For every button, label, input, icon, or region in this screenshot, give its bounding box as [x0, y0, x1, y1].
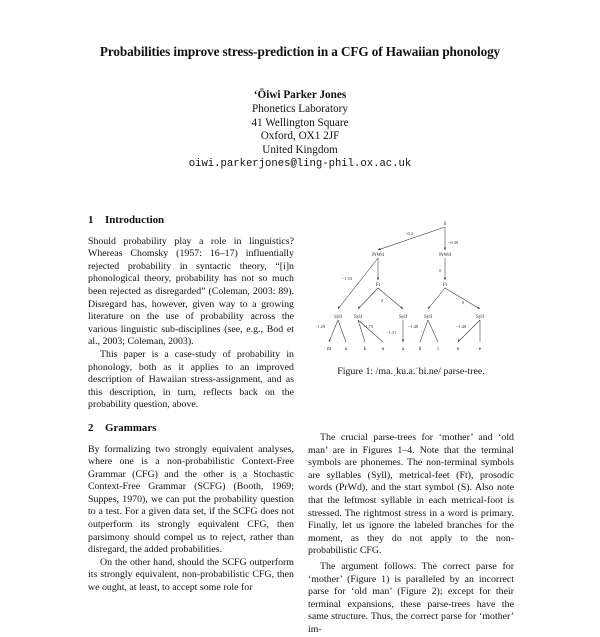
section-heading-introduction	[88, 214, 294, 227]
edge-probability-label: −0.2	[405, 231, 413, 236]
edge-probability-label: 0	[439, 268, 442, 273]
paragraph: This paper is a case-study of probability in phonology, both as it applies to an improved description of Hawaiian stress-assignment, and as this description, in turn, reflects back on the probability question, above.	[88, 348, 294, 411]
edge	[329, 320, 338, 342]
paragraph: The argument follows. The correct parse for ‘mother’ (Figure 1) is paralleled by an incorrect parse for ‘old man’ (Figure 2); except for their terminal expansions, these parse-trees have the same structure. Thus, the correct parse for ‘mother’ im-	[308, 560, 514, 635]
edge-probability-label: −0.38	[448, 240, 459, 245]
leaf-phoneme: a	[401, 346, 405, 352]
arrowhead	[377, 278, 379, 280]
edge-probability-label: 0	[462, 300, 465, 305]
edge	[358, 288, 378, 309]
paragraph: By formalizing two strongly equivalent analyses, where one is a non-probabilistic Context-Free Grammar (CFG) and the other is a Stochastic Context-Free Grammar (SCFG) (Booth, 1969; Suppes, 1970), we can put the probability question to a test. For a given data set, if the SCFG does not outperform its strongly equivalent CFG, then parsimony should compel us to reject, rather than disregard, the added probabilities.	[88, 443, 294, 556]
right-column	[308, 432, 514, 637]
tree-node-prwd: PrWd	[372, 253, 384, 258]
arrowhead	[402, 340, 404, 342]
author-email[interactable]: oiwi.parkerjones@ling-phil.ox.ac.uk	[188, 157, 412, 170]
parse-tree	[308, 214, 514, 364]
leaf-phoneme: u	[381, 346, 385, 352]
leaf-phoneme: h	[418, 346, 422, 352]
edge	[428, 320, 438, 342]
edge-probability-label: −1.31	[386, 330, 397, 335]
affiliation-line: Phonetics Laboratory	[251, 102, 348, 115]
tree-node-syll: Syll	[423, 315, 433, 320]
left-column	[88, 214, 294, 595]
parse-tree-figure	[308, 214, 514, 364]
edge-probability-label: −1.48	[456, 324, 467, 329]
section-number: 1	[88, 214, 94, 226]
affiliation-line: 41 Wellington Square	[251, 116, 349, 129]
author-block	[0, 89, 600, 172]
tree-node-syll: Syll	[398, 315, 408, 320]
edge	[428, 288, 445, 309]
arrowhead	[458, 339, 460, 342]
edge	[445, 288, 480, 309]
edge-probability-label: 0	[381, 298, 384, 303]
arrowhead	[444, 248, 446, 250]
tree-node-prwd: PrWd	[439, 253, 451, 258]
edge-probability-label: −1.29	[315, 324, 326, 329]
edge-probability-label: −1.48	[408, 324, 419, 329]
section-title: Grammars	[105, 421, 157, 434]
section-heading-grammars	[88, 422, 294, 435]
author-name: ʻŌiwi Parker Jones	[253, 89, 347, 101]
tree-node-ft: Ft	[442, 283, 448, 288]
arrowhead	[358, 306, 360, 309]
paragraph: On the other hand, should the SCFG outperform its strongly equivalent, non-probabilistic CFG, then we ought, at least, to accept some role for	[88, 556, 294, 594]
tree-node-labels	[334, 222, 485, 320]
tree-node-syll: Syll	[333, 315, 343, 320]
paragraph: Should probability play a role in linguistics? Whereas Chomsky (1957: 16–17) influentially rejected probability in syntactic theory, “[i]n phonological theory, probability has not so much been rejected as disregarded” (Coleman, 2003: 89). Disregard has, however, given way to a growing literature on the use of probability across the various linguistic sub-disciplines (see, e.g., Bod et al., 2003; Coleman, 2003).	[88, 235, 294, 348]
tree-node-syll: Syll	[475, 315, 485, 320]
arrowhead	[444, 278, 446, 280]
edge-probability-label: −1.53	[342, 276, 353, 281]
tree-node-syll: Syll	[353, 315, 363, 320]
leaf-phoneme: e	[478, 346, 482, 352]
figure-caption: Figure 1: /ma.ˌku.a.ˈhi.ne/ parse-tree.	[337, 366, 485, 377]
tree-node-s: S	[443, 222, 447, 227]
leaf-phoneme: a	[344, 346, 348, 352]
tree-leaves	[327, 346, 482, 352]
edge-probability-label: −1.75	[363, 324, 374, 329]
arrowhead	[477, 307, 480, 310]
leaf-phoneme: m	[326, 346, 332, 352]
section-number: 2	[88, 421, 94, 434]
affiliation-line: Oxford, OX1 2JF	[260, 130, 340, 143]
paper-title: Probabilities improve stress-prediction in a CFG of Hawaiian phonology	[99, 44, 501, 59]
edge	[338, 258, 378, 309]
leaf-phoneme: k	[363, 346, 367, 352]
affiliation-line: United Kingdom	[262, 144, 338, 157]
tree-node-ft: Ft	[375, 283, 381, 288]
section-title: Introduction	[105, 214, 165, 226]
leaf-phoneme: i	[437, 346, 439, 352]
paragraph: The crucial parse-trees for ‘mother’ and ‘old man’ are in Figures 1–4. Note that the terminal symbols are phonemes. The non-terminal symbols are syllables (Syll), metrical-feet (Ft), prosodic words (PrWd), and the start symbol (S). Also note that the leftmost syllable in each metrical-foot is stressed. The rightmost stress in a word is primary. Finally, let us ignore the labeled branches for the moment, as they do not apply to the non-probabilistic CFG.	[308, 432, 514, 557]
edge	[338, 320, 346, 342]
edge	[420, 320, 428, 342]
leaf-phoneme: n	[456, 346, 460, 352]
